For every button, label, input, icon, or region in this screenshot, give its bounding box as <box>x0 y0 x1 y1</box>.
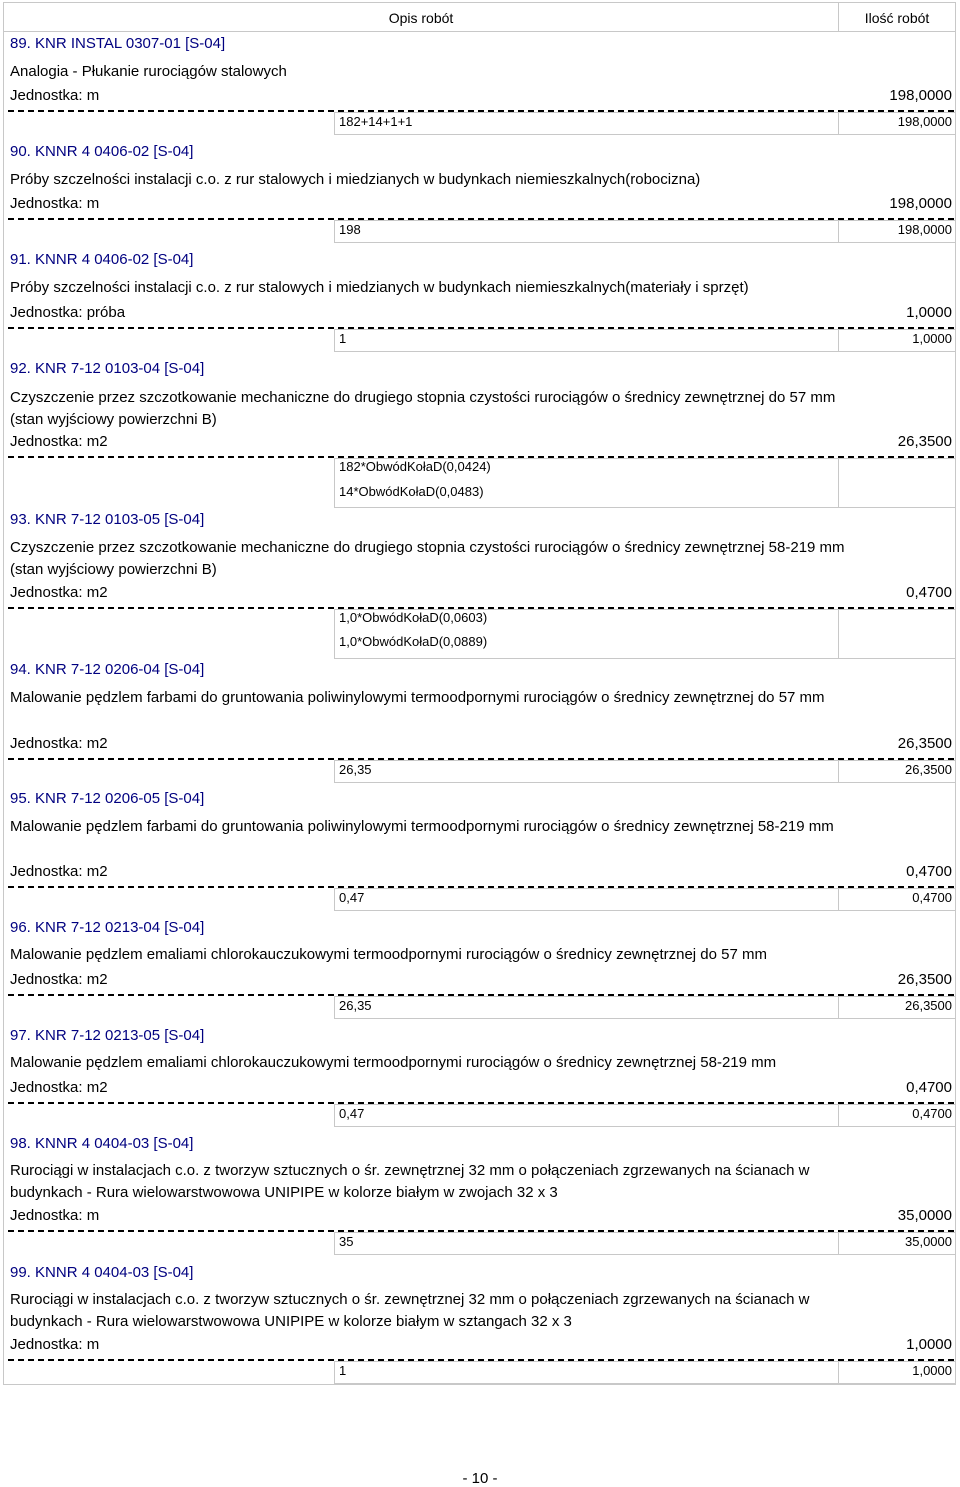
calc-result: 26,3500 <box>905 762 952 777</box>
calc-box <box>334 1232 839 1255</box>
item-code: 93. KNR 7-12 0103-05 [S-04] <box>10 511 205 528</box>
item-description: Malowanie pędzlem farbami do gruntowania poliwinylowymi termoodpornymi rurociągów o średnicy zewnętrznej do 57 mm <box>10 689 825 706</box>
item-code: 99. KNNR 4 0404-03 [S-04] <box>10 1264 194 1281</box>
item-description: Malowanie pędzlem emaliami chlorokauczukowymi termoodpornymi rurociągów o średnicy zewnętrznej do 57 mm <box>10 946 767 963</box>
item-description: Rurociągi w instalacjach c.o. z tworzyw sztucznych o śr. zewnętrznej 32 mm o połączeniach zgrzewanych na ścianach w budynkach - Rura wielowarstwowowa UNIPIPE w kolorze białym w sztangach 32 x 3 <box>10 1291 810 1330</box>
item-code: 92. KNR 7-12 0103-04 [S-04] <box>10 360 205 377</box>
item-quantity: 1,0000 <box>906 304 952 321</box>
calc-expression: 26,35 <box>339 762 372 777</box>
calc-result: 0,4700 <box>912 890 952 905</box>
item-description: Próby szczelności instalacji c.o. z rur stalowych i miedzianych w budynkach niemieszkalnych(materiały i sprzęt) <box>10 279 749 296</box>
item-quantity: 26,3500 <box>897 735 952 752</box>
item-quantity: 198,0000 <box>889 195 952 212</box>
item-quantity: 26,3500 <box>897 971 952 988</box>
calc-expression: 35 <box>339 1234 354 1249</box>
item-quantity: 1,0000 <box>906 1336 952 1353</box>
item-code: 98. KNNR 4 0404-03 [S-04] <box>10 1135 194 1152</box>
calc-expression: 198 <box>339 222 361 237</box>
item-code: 90. KNNR 4 0406-02 [S-04] <box>10 143 194 160</box>
calc-result: 35,0000 <box>905 1234 952 1249</box>
item-description: Próby szczelności instalacji c.o. z rur stalowych i miedzianych w budynkach niemieszkalnych(robocizna) <box>10 171 701 188</box>
item-description: Czyszczenie przez szczotkowanie mechaniczne do drugiego stopnia czystości rurociągów o średnicy zewnętrznej do 57 mm (stan wyjściowy powierzchni B) <box>10 389 836 428</box>
calc-box <box>334 888 839 911</box>
table-header <box>3 2 956 32</box>
item-code: 94. KNR 7-12 0206-04 [S-04] <box>10 661 205 678</box>
item-unit: Jednostka: m2 <box>10 433 108 450</box>
calc-expression: 26,35 <box>339 998 372 1013</box>
item-quantity: 0,4700 <box>906 863 952 880</box>
item-unit: Jednostka: m2 <box>10 863 108 880</box>
item-description: Malowanie pędzlem emaliami chlorokauczukowymi termoodpornymi rurociągów o średnicy zewnętrznej 58-219 mm <box>10 1054 777 1071</box>
item-unit: Jednostka: m2 <box>10 735 108 752</box>
calc-expression: 1,0*ObwódKołaD(0,0603) <box>339 610 488 625</box>
item-code: 89. KNR INSTAL 0307-01 [S-04] <box>10 35 226 52</box>
calc-expression: 0,47 <box>339 1106 365 1121</box>
calc-box <box>334 329 839 352</box>
item-code: 97. KNR 7-12 0213-05 [S-04] <box>10 1027 205 1044</box>
item-description: Czyszczenie przez szczotkowanie mechaniczne do drugiego stopnia czystości rurociągów o średnicy zewnętrznej 58-219 mm (stan wyjściowy powierzchni B) <box>10 539 845 578</box>
item-quantity: 0,4700 <box>906 1079 952 1096</box>
item-quantity: 35,0000 <box>897 1207 952 1224</box>
calc-result-box <box>838 609 956 659</box>
item-unit: Jednostka: m2 <box>10 584 108 601</box>
calc-result: 0,4700 <box>912 1106 952 1121</box>
item-unit: Jednostka: m <box>10 87 100 104</box>
item-unit: Jednostka: m2 <box>10 1079 108 1096</box>
column-header-quantity: Ilość robót <box>838 2 956 32</box>
calc-result-box <box>838 458 956 508</box>
calc-expression: 1 <box>339 1363 347 1378</box>
calc-box <box>334 1361 839 1384</box>
calc-box <box>334 996 839 1019</box>
item-code: 95. KNR 7-12 0206-05 [S-04] <box>10 790 205 807</box>
calc-box <box>334 220 839 243</box>
calc-box <box>334 760 839 783</box>
calc-expression: 14*ObwódKołaD(0,0483) <box>339 484 484 499</box>
calc-expression: 1 <box>339 331 347 346</box>
item-unit: Jednostka: m <box>10 1207 100 1224</box>
calc-expression: 182*ObwódKołaD(0,0424) <box>339 459 491 474</box>
calc-result: 198,0000 <box>897 114 952 129</box>
item-code: 96. KNR 7-12 0213-04 [S-04] <box>10 919 205 936</box>
calc-expression: 0,47 <box>339 890 365 905</box>
item-code: 91. KNNR 4 0406-02 [S-04] <box>10 251 194 268</box>
calc-result: 26,3500 <box>905 998 952 1013</box>
item-unit: Jednostka: próba <box>10 304 126 321</box>
item-unit: Jednostka: m <box>10 1336 100 1353</box>
item-unit: Jednostka: m <box>10 195 100 212</box>
calc-result: 198,0000 <box>897 222 952 237</box>
calc-result: 1,0000 <box>912 331 952 346</box>
item-quantity: 198,0000 <box>889 87 952 104</box>
item-description: Malowanie pędzlem farbami do gruntowania poliwinylowymi termoodpornymi rurociągów o średnicy zewnętrznej 58-219 mm <box>10 818 834 835</box>
calc-expression: 182+14+1+1 <box>339 114 413 129</box>
calc-result: 1,0000 <box>912 1363 952 1378</box>
calc-expression: 1,0*ObwódKołaD(0,0889) <box>339 634 488 649</box>
column-header-description: Opis robót <box>3 2 839 32</box>
item-unit: Jednostka: m2 <box>10 971 108 988</box>
page-number: - 10 - <box>462 1470 498 1487</box>
item-description: Analogia - Płukanie rurociągów stalowych <box>10 63 287 80</box>
item-quantity: 0,4700 <box>906 584 952 601</box>
calc-box <box>334 1104 839 1127</box>
item-description: Rurociągi w instalacjach c.o. z tworzyw sztucznych o śr. zewnętrznej 32 mm o połączeniach zgrzewanych na ścianach w budynkach - Rura wielowarstwowowa UNIPIPE w kolorze białym w zwojach 32 x 3 <box>10 1162 810 1201</box>
item-quantity: 26,3500 <box>897 433 952 450</box>
